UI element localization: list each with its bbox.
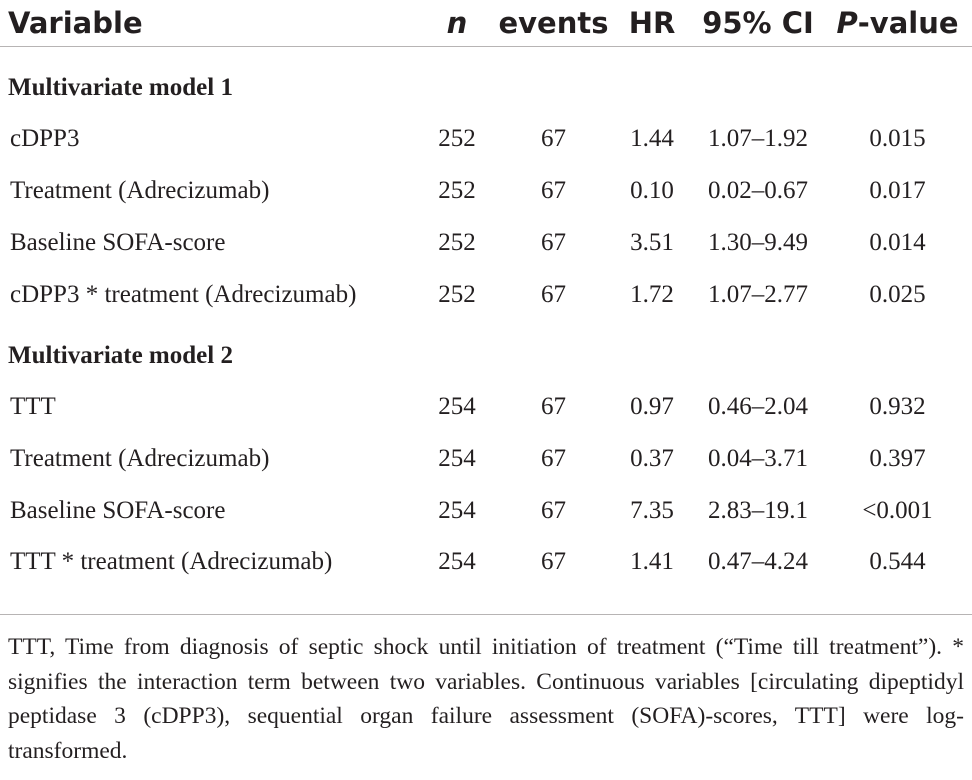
cell-hr: 0.37 — [630, 445, 674, 472]
cell-variable: TTT * treatment (Adrecizumab) — [10, 548, 333, 575]
cell-n: 254 — [438, 445, 476, 472]
column-header-variable: Variable — [0, 0, 418, 47]
cell-variable: Baseline SOFA-score — [10, 229, 226, 256]
table-footnote: TTT, Time from diagnosis of septic shock until initiation of treatment (“Time till treatment”). * signifies the interaction term between two variables. Continuous variables [circulating dipeptidyl peptidase 3 (cDPP3), sequential organ failure assessment (SOFA)-scores, TTT] were log-transformed. — [8, 634, 964, 764]
cell-variable: Baseline SOFA-score — [10, 497, 226, 524]
cell-n: 252 — [438, 125, 476, 152]
cell-ci: 0.04–3.71 — [708, 445, 808, 472]
cell-p-value: 0.025 — [869, 281, 926, 308]
cell-hr: 1.41 — [630, 548, 674, 575]
cell-n: 252 — [438, 229, 476, 256]
cell-events: 67 — [541, 177, 566, 204]
cell-events: 67 — [541, 393, 566, 420]
cell-events: 67 — [541, 281, 566, 308]
cell-p-value: <0.001 — [862, 497, 933, 524]
table-bottom-rule — [0, 614, 972, 615]
cell-events: 67 — [541, 497, 566, 524]
cell-ci: 1.30–9.49 — [708, 229, 808, 256]
column-header-n-label: n — [446, 6, 468, 40]
section-row-model-1 — [0, 53, 972, 113]
cell-events: 67 — [541, 548, 566, 575]
cell-hr: 1.72 — [630, 281, 674, 308]
table-row — [0, 217, 972, 269]
cell-n: 254 — [438, 393, 476, 420]
table-row — [0, 381, 972, 433]
cell-hr: 0.97 — [630, 393, 674, 420]
cell-ci: 2.83–19.1 — [708, 497, 808, 524]
cell-variable: Treatment (Adrecizumab) — [10, 445, 270, 472]
cell-events: 67 — [541, 445, 566, 472]
cell-hr: 1.44 — [630, 125, 674, 152]
cell-variable: cDPP3 * treatment (Adrecizumab) — [10, 281, 357, 308]
cell-n: 252 — [438, 281, 476, 308]
cell-p-value: 0.397 — [869, 445, 926, 472]
cell-ci: 1.07–2.77 — [708, 281, 808, 308]
table-row — [0, 113, 972, 165]
header-row — [0, 0, 972, 47]
cell-variable: cDPP3 — [10, 125, 80, 152]
cell-ci: 0.46–2.04 — [708, 393, 808, 420]
section-title: Multivariate model 2 — [8, 342, 233, 369]
table-body — [0, 47, 972, 588]
cell-events: 67 — [541, 229, 566, 256]
cell-p-value: 0.017 — [869, 177, 926, 204]
cell-ci: 1.07–1.92 — [708, 125, 808, 152]
cell-n: 254 — [438, 497, 476, 524]
table-row — [0, 269, 972, 321]
column-header-n — [418, 0, 496, 47]
column-header-p-value — [823, 0, 972, 47]
cell-p-value: 0.015 — [869, 125, 926, 152]
cell-n: 254 — [438, 548, 476, 575]
cell-hr: 3.51 — [630, 229, 674, 256]
table-row — [0, 165, 972, 217]
table-row — [0, 485, 972, 537]
cell-p-value: 0.544 — [869, 548, 926, 575]
cell-variable: TTT — [10, 393, 56, 420]
column-header-events: events — [496, 0, 611, 47]
table-row — [0, 433, 972, 485]
cell-hr: 0.10 — [630, 177, 674, 204]
table-row — [0, 537, 972, 587]
section-title: Multivariate model 1 — [8, 74, 233, 101]
section-row-model-2 — [0, 321, 972, 381]
cell-ci: 0.47–4.24 — [708, 548, 808, 575]
cell-ci: 0.02–0.67 — [708, 177, 808, 204]
cell-p-value: 0.932 — [869, 393, 926, 420]
cell-p-value: 0.014 — [869, 229, 926, 256]
table-header — [0, 0, 972, 47]
column-header-p-suffix: -value — [857, 6, 959, 40]
cell-variable: Treatment (Adrecizumab) — [10, 177, 270, 204]
column-header-ci: 95% CI — [693, 0, 823, 47]
cell-hr: 7.35 — [630, 497, 674, 524]
cell-n: 252 — [438, 177, 476, 204]
cell-events: 67 — [541, 125, 566, 152]
column-header-hr: HR — [611, 0, 693, 47]
column-header-p-letter: P — [836, 6, 858, 40]
